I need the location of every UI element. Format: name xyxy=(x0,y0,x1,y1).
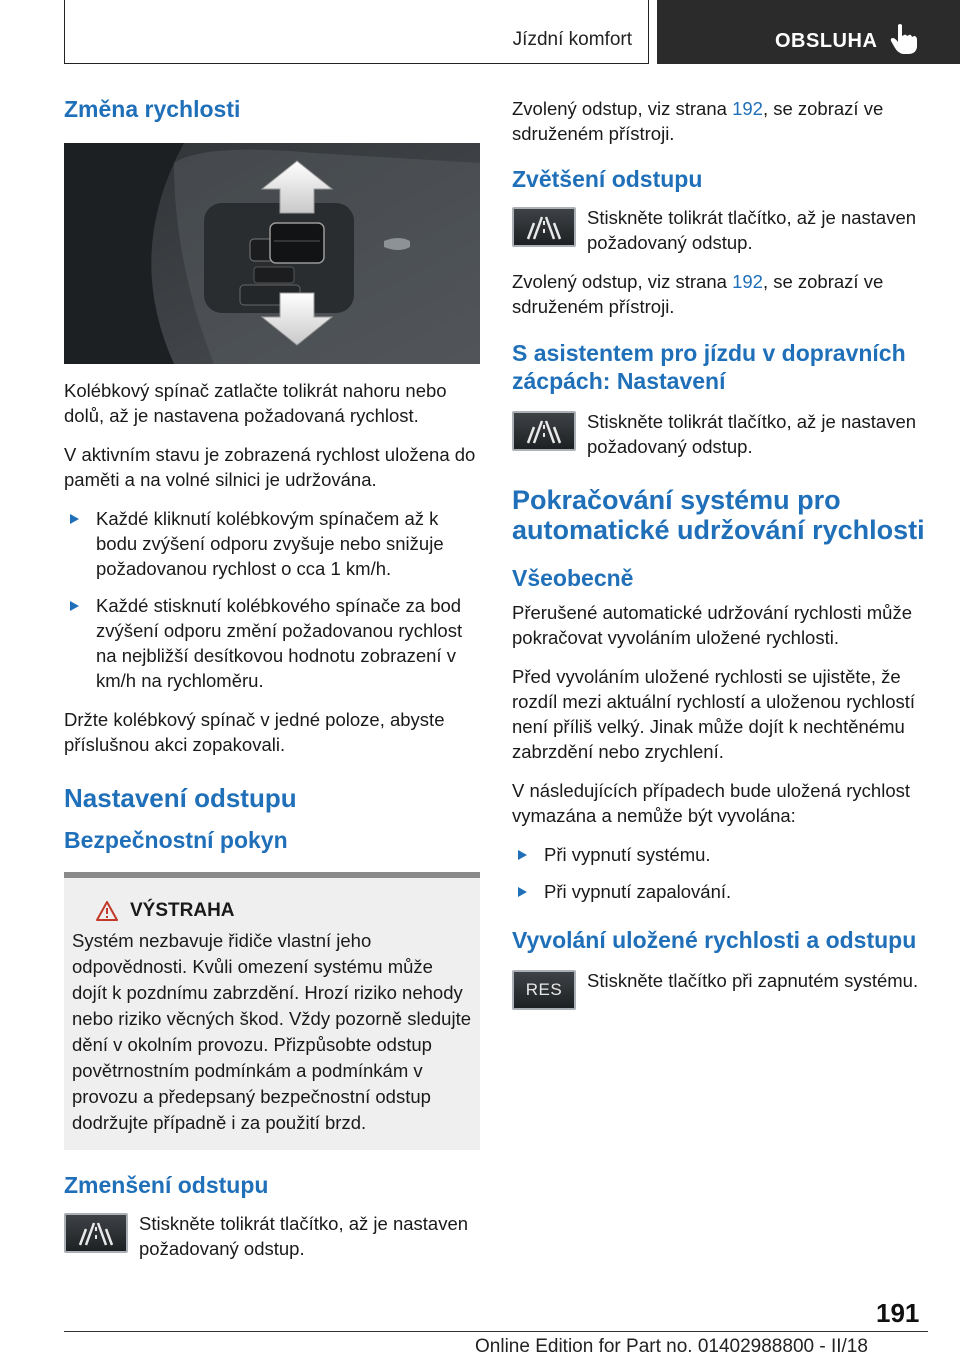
header-tab xyxy=(657,0,960,64)
triangle-bullet-icon xyxy=(70,601,79,611)
list-item xyxy=(512,842,928,867)
list-item-text: Každé kliknutí kolébkovým spínačem až k bodu zvýšení odporu zvyšuje nebo snižuje požadovanou rychlost o cca 1 km/h. xyxy=(96,508,444,579)
recall-row xyxy=(512,968,928,1010)
distance-road-icon xyxy=(66,1215,126,1251)
heading-recall-speed: Vyvolání uložené rychlosti a odstupu xyxy=(512,927,917,953)
warning-box xyxy=(64,872,480,1150)
page-link[interactable]: 192 xyxy=(732,271,763,292)
list-item-text: Každé stisknutí kolébkového spínače za bod zvýšení odporu změní požadovanou rychlost na nejbližší desítkovou hodnotu zobrazení v km/h na rychloměru. xyxy=(96,595,463,691)
res-button-icon xyxy=(512,970,576,1010)
bullet-list xyxy=(64,506,480,693)
heading-traffic-jam-assistant: S asistentem pro jízdu v dopravních zácpách: Nastavení xyxy=(512,340,906,394)
list-item-text: Při vypnutí systému. xyxy=(544,844,711,865)
pointing-hand-icon xyxy=(889,22,919,56)
decrease-distance-text: Stiskněte tolikrát tlačítko, až je nastaven požadovaný odstup. xyxy=(139,1213,469,1259)
header-section-box xyxy=(64,0,649,64)
heading-general: Všeobecně xyxy=(512,565,634,591)
decrease-distance-row xyxy=(64,1211,480,1261)
list-item xyxy=(64,506,480,581)
paragraph: V následujících případech bude uložená rychlost vymazána a nemůže být vyvolána: xyxy=(512,780,911,826)
header-tab-label: OBSLUHA xyxy=(775,30,878,52)
page-number: 191 xyxy=(876,1298,920,1328)
recall-text: Stiskněte tlačítko při zapnutém systému. xyxy=(587,970,919,991)
steering-wheel-image xyxy=(64,143,480,364)
distance-button-icon xyxy=(512,207,576,247)
increase-distance-row xyxy=(512,205,928,255)
warning-title xyxy=(72,900,472,922)
paragraph: Kolébkový spínač zatlačte tolikrát nahoru nebo dolů, až je nastavena požadovaná rychlost. xyxy=(64,380,447,426)
heading-decrease-distance: Zmenšení odstupu xyxy=(64,1172,269,1198)
paragraph: Přerušené automatické udržování rychlosti může pokračovat vyvoláním uložené rychlosti. xyxy=(512,602,912,648)
traffic-distance-row xyxy=(512,409,928,459)
steering-wheel-illustration xyxy=(64,143,480,364)
triangle-bullet-icon xyxy=(518,850,527,860)
list-item xyxy=(64,593,480,693)
distance-road-icon xyxy=(514,413,574,449)
distance-button-icon xyxy=(64,1213,128,1253)
warning-triangle-icon xyxy=(96,901,118,921)
increase-distance-text: Stiskněte tolikrát tlačítko, až je nastaven požadovaný odstup. xyxy=(587,207,917,253)
heading-speed-change: Změna rychlosti xyxy=(64,96,241,122)
heading-resume-system: Pokračování systému pro automatické udržování rychlosti xyxy=(512,485,925,545)
header-section-title: Jízdní komfort xyxy=(512,29,632,50)
paragraph: Zvolený odstup, viz strana 192, se zobrazí ve sdruženém přístroji. xyxy=(512,98,884,144)
distance-road-icon xyxy=(514,209,574,245)
list-item-text: Při vypnutí zapalování. xyxy=(544,881,732,902)
list-item xyxy=(512,879,928,904)
bullet-list xyxy=(512,842,928,904)
paragraph: Zvolený odstup, viz strana 192, se zobrazí ve sdruženém přístroji. xyxy=(512,271,884,317)
right-column xyxy=(512,96,928,1024)
warning-text: Systém nezbavuje řidiče vlastní jeho odpovědnosti. Kvůli omezení systému může dojít k pozdnímu zabrzdění. Hrozí riziko nehody nebo riziko věcných škod. Vždy pozorně sledujte dění v okolním provozu. Přizpůsobte odstup povětrnostním podmínkám a podmínkám v provozu a předepsaný bezpečnostní odstup dodržujte případně i za použití brzd. xyxy=(72,930,471,1133)
heading-increase-distance: Zvětšení odstupu xyxy=(512,166,703,192)
paragraph: V aktivním stavu je zobrazená rychlost uložena do paměti a na volné silnici je udržována. xyxy=(64,444,476,490)
footer-divider xyxy=(64,1331,928,1332)
triangle-bullet-icon xyxy=(70,514,79,524)
triangle-bullet-icon xyxy=(518,887,527,897)
paragraph: Před vyvoláním uložené rychlosti se ujistěte, že rozdíl mezi aktuální rychlostí a uloženou rychlostí není příliš velký. Jinak může dojít k nechtěnému zabrzdění nebo zrychlení. xyxy=(512,666,916,762)
warning-title-text: VÝSTRAHA xyxy=(130,900,235,921)
res-label: RES xyxy=(525,980,563,999)
heading-distance-setting: Nastavení odstupu xyxy=(64,783,297,813)
footer-edition: Online Edition for Part no. 01402988800 - II/18 xyxy=(475,1336,868,1357)
heading-safety-notice: Bezpečnostní pokyn xyxy=(64,827,288,853)
left-column xyxy=(64,96,480,1275)
traffic-distance-text: Stiskněte tolikrát tlačítko, až je nastaven požadovaný odstup. xyxy=(587,411,917,457)
page-link[interactable]: 192 xyxy=(732,98,763,119)
paragraph: Držte kolébkový spínač v jedné poloze, abyste příslušnou akci zopakovali. xyxy=(64,709,445,755)
distance-button-icon xyxy=(512,411,576,451)
